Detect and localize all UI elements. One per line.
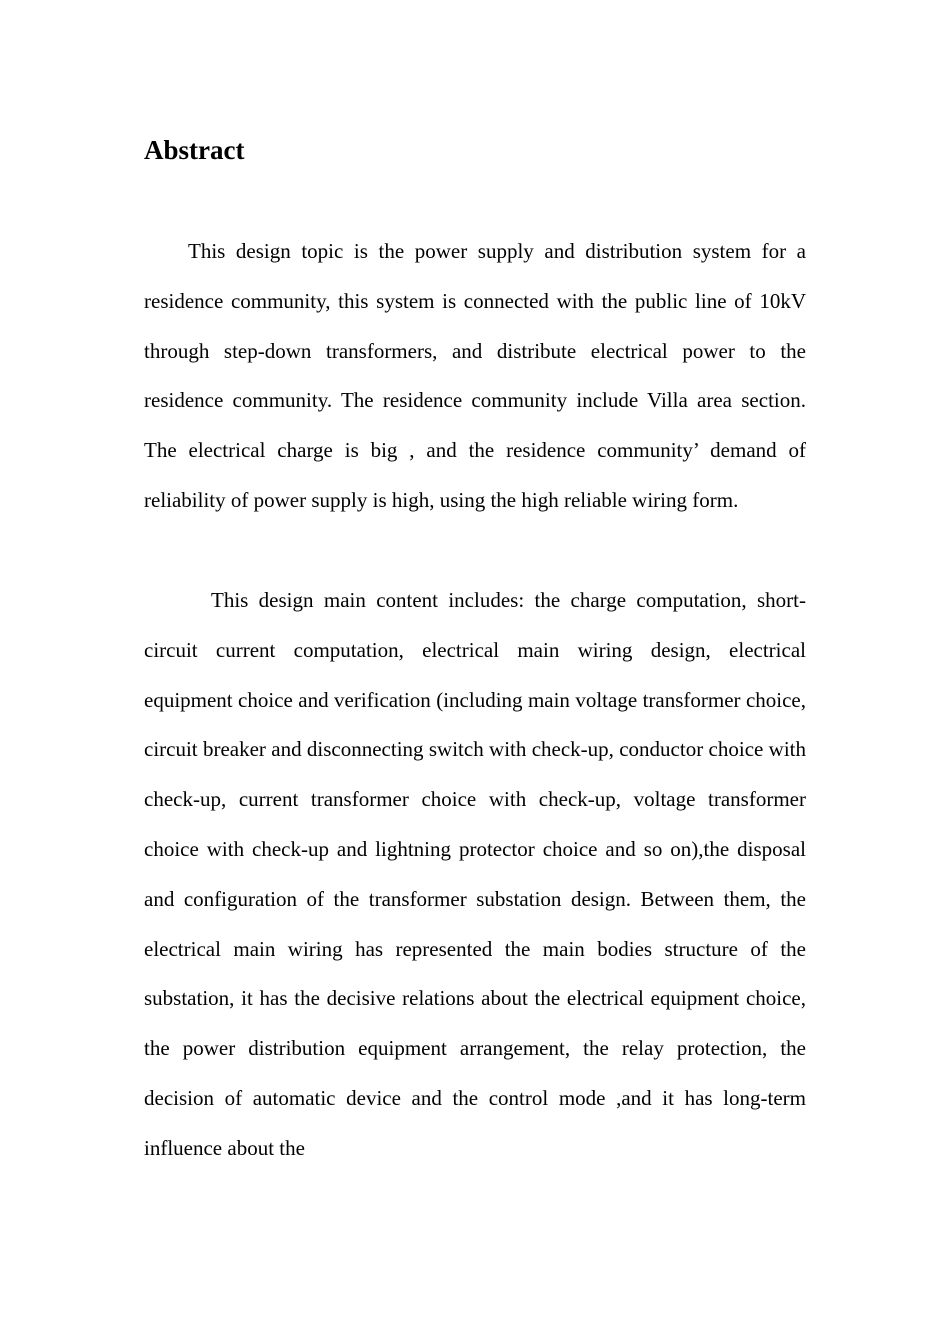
abstract-heading: Abstract [144,135,245,165]
abstract-paragraph-2: This design main content includes: the charge computation, short-circuit current computation, electrical main wiring design, electrical equipment choice and verification (including main voltage transformer choice, circuit breaker and disconnecting switch with check-up, conductor choice with check-up, current transformer choice with check-up, voltage transformer choice with check-up and lightning protector choice and so on),the disposal and configuration of the transformer substation design. Between them, the electrical main wiring has represented the main bodies structure of the substation, it has the decisive relations about the electrical equipment choice, the power distribution equipment arrangement, the relay protection, the decision of automatic device and the control mode ,and it has long-term influence about the [144,588,806,1160]
abstract-paragraph-1: This design topic is the power supply and distribution system for a residence community, this system is connected with the public line of 10kV through step-down transformers, and distribute electrical power to the residence community. The residence community include Villa area section. The electrical charge is big , and the residence community’ demand of reliability of power supply is high, using the high reliable wiring form. [144,239,806,512]
